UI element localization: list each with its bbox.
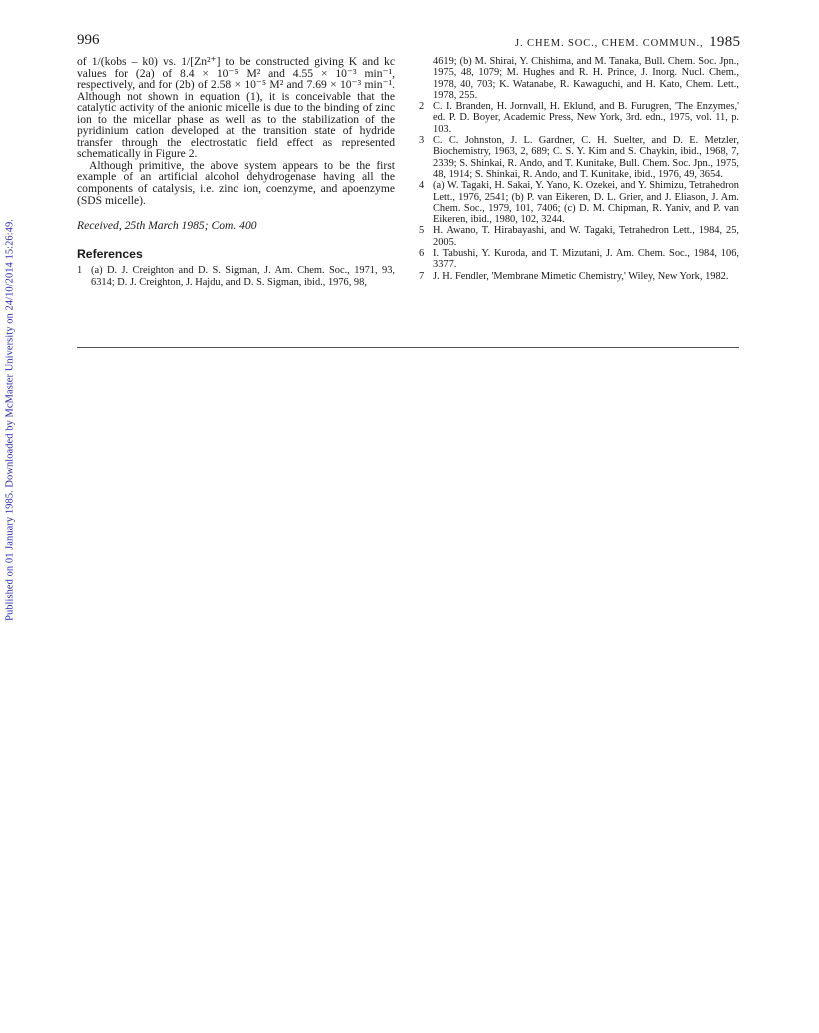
reference-item-5 [419, 225, 739, 248]
left-column [77, 56, 395, 288]
reference-text-2: C. I. Branden, H. Jornvall, H. Eklund, and B. Furugren, 'The Enzymes,' ed. P. D. Boyer, Academic Press, New York, 3rd. edn., 1975, vol. 11, p. 103. [433, 101, 739, 135]
reference-item-6 [419, 248, 739, 271]
reference-number-5: 5 [419, 225, 425, 237]
reference-number-2: 2 [419, 101, 425, 113]
reference-text-4: (a) W. Tagaki, H. Sakai, Y. Yano, K. Ozekei, and Y. Shimizu, Tetrahedron Lett., 1976, 2541; (b) P. van Eikeren, D. L. Grier, and J. Eliason, J. Am. Chem. Soc., 1979, 101, 7406; (c) D. M. Chipman, R. Yaniv, and P. van Eikeren, ibid., 1980, 102, 3244. [433, 180, 739, 226]
right-column [419, 56, 739, 282]
reference-item-7 [419, 271, 739, 282]
reference-number-3: 3 [419, 135, 425, 147]
end-of-article-rule [77, 347, 739, 348]
reference-number-6: 6 [419, 248, 425, 260]
reference-item-1 [77, 265, 395, 288]
body-paragraph-2: Although primitive, the above system appears to be the first example of an artificial alcohol dehydrogenase having all the components of catalysis, i.e. zinc ion, coenzyme, and apoenzyme (SDS micelle). [77, 158, 395, 207]
received-line: Received, 25th March 1985; Com. 400 [77, 219, 257, 233]
page-number: 996 [77, 32, 100, 48]
download-watermark [0, 210, 20, 630]
journal-header [515, 34, 740, 51]
reference-text-1: (a) D. J. Creighton and D. S. Sigman, J. Am. Chem. Soc., 1971, 93, 6314; D. J. Creighton, J. Hajdu, and D. S. Sigman, ibid., 1976, 98, [91, 265, 395, 288]
references-heading: References [77, 246, 143, 261]
reference-item-2 [419, 101, 739, 135]
reference-item-3 [419, 135, 739, 180]
reference-text-6: I. Tabushi, Y. Kuroda, and T. Mizutani, J. Am. Chem. Soc., 1984, 106, 3377. [433, 248, 739, 271]
reference-item-1-continued [419, 56, 739, 101]
reference-text-3: C. C. Johnston, J. L. Gardner, C. H. Suelter, and D. E. Metzler, Biochemistry, 1963, 2, 689; C. S. Y. Kim and S. Chaykin, ibid., 1968, 7, 2339; S. Shinkai, R. Ando, and T. Kunitake, Bull. Chem. Soc. Jpn., 1975, 48, 1914; S. Shinkai, R. Ando, and T. Kunitake, ibid., 1976, 49, 3654. [433, 135, 739, 180]
journal-year: 1985 [709, 34, 741, 50]
download-watermark-text: Published on 01 January 1985. Downloaded by McMaster University on 24/10/2014 15:26:49. [4, 219, 16, 621]
journal-name: J. CHEM. SOC., CHEM. COMMUN., [515, 38, 704, 49]
body-paragraph-1: of 1/(kobs – k0) vs. 1/[Zn²⁺] to be constructed giving K and kc values for (2a) of 8.4 × 10⁻⁵ M² and 4.55 × 10⁻³ min⁻¹, respectively, and for (2b) of 2.58 × 10⁻⁵ M² and 7.69 × 10⁻³ min⁻¹. Although not shown in equation (1), it is conceivable that the catalytic activity of the anionic micelle is due to the binding of zinc ion to the micellar phase as well as to the stabilization of the pyridinium cation developed at the transition state of hydride transfer through the electrostatic field effect as represented schematically in Figure 2. [77, 55, 395, 161]
reference-item-4 [419, 180, 739, 225]
reference-text-7: J. H. Fendler, 'Membrane Mimetic Chemistry,' Wiley, New York, 1982. [433, 270, 729, 282]
reference-text-5: H. Awano, T. Hirabayashi, and W. Tagaki, Tetrahedron Lett., 1984, 25, 2005. [433, 225, 739, 248]
reference-number-1: 1 [77, 265, 83, 277]
reference-number-4: 4 [419, 180, 425, 192]
reference-number-7: 7 [419, 270, 425, 282]
reference-text-1-continued: 4619; (b) M. Shirai, Y. Chishima, and M. Tanaka, Bull. Chem. Soc. Jpn., 1975, 48, 1079; M. Hughes and R. H. Prince, J. Inorg. Nucl. Chem., 1978, 40, 703; K. Watanabe, R. Kawaguchi, and H. Kato, Chem. Lett., 1978, 255. [433, 56, 739, 101]
reference-list-left [77, 265, 395, 288]
